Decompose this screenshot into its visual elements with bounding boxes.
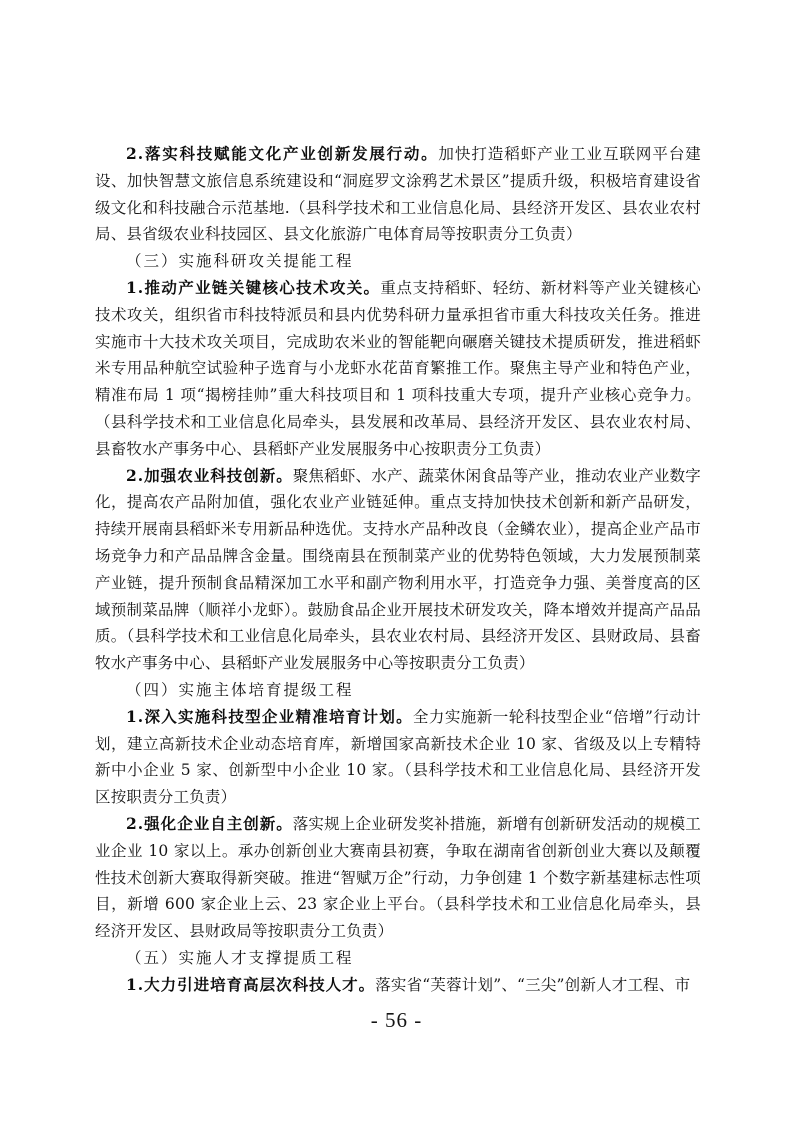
paragraph-lead: 1.推动产业链关键核心技术攻关。 bbox=[126, 277, 381, 297]
body-paragraph: 1.大力引进培育高层次科技人才。落实省“芙蓉计划”、“三尖”创新人才工程、市 bbox=[126, 974, 691, 994]
section-heading: （四）实施主体培育提级工程 bbox=[126, 680, 354, 699]
body-paragraph: 1.推动产业链关键核心技术攻关。重点支持稻虾、轻纺、新材料等产业关键核心技术攻关，组织省市科技特派员和县内优势科研力量承担省市重大科技攻关任务。推进实施市十大技术攻关项目，完成助农米业的智能靶向碾磨关键技术提质研发，推进稻虾米专用品种航空试验种子选育与小龙虾水花苗育繁推工作。聚焦主导产业和特色产业，精准布局 1 项“揭榜挂帅”重大科技项目和 1 项科技重大专项，提升产业核心竞争力。（县科学技术和工业信息化局牵头，县发展和改革局、县经济开发区、县农业农村局、县畜牧水产事务中心、县稻虾产业发展服务中心按职责分工负责） bbox=[95, 277, 701, 458]
page-number: - 56 - bbox=[370, 1008, 423, 1032]
paragraph-lead: 2.加强农业科技创新。 bbox=[126, 465, 293, 485]
body-paragraph: 2.加强农业科技创新。聚焦稻虾、水产、蔬菜休闲食品等产业，推动农业产业数字化，提高农产品附加值，强化农业产业链延伸。重点支持加快技术创新和新产品研发，持续开展南县稻虾米专用新品种选优。支持水产品种改良（金鳞农业），提高企业产品市场竞争力和产品品牌含金量。围绕南县在预制菜产业的优势特色领域，大力发展预制菜产业链，提升预制食品精深加工水平和副产物利用水平，打造竞争力强、美誉度高的区域预制菜品牌（顺祥小龙虾）。鼓励食品企业开展技术研发攻关，降本增效并提高产品品质。（县科学技术和工业信息化局牵头，县农业农村局、县经济开发区、县财政局、县畜牧水产事务中心、县稻虾产业发展服务中心等按职责分工负责） bbox=[95, 465, 701, 673]
body-paragraph: 1.深入实施科技型企业精准培育计划。全力实施新一轮科技型企业“倍增”行动计划，建立高新技术企业动态培育库，新增国家高新技术企业 10 家、省级及以上专精特新中小企业 5 家、创新型中小企业 10 家。（县科学技术和工业信息化局、县经济开发区按职责分工负责） bbox=[95, 706, 701, 807]
paragraph-lead: 2.落实科技赋能文化产业创新发展行动。 bbox=[126, 144, 439, 163]
paragraph-lead: 2.强化企业自主创新。 bbox=[126, 813, 293, 833]
body-paragraph: 2.落实科技赋能文化产业创新发展行动。加快打造稻虾产业工业互联网平台建设、加快智慧文旅信息系统建设和“洞庭罗文涂鸦艺术景区”提质升级，积极培育建设省级文化和科技融合示范基地.（县科学技术和工业信息化局、县经济开发区、县农业农村局、县省级农业科技园区、县文化旅游广电体育局等按职责分工负责） bbox=[95, 144, 702, 244]
paragraph-lead: 1.深入实施科技型企业精准培育计划。 bbox=[126, 706, 413, 726]
paragraph-lead: 1.大力引进培育高层次科技人才。 bbox=[126, 974, 376, 994]
section-heading: （五）实施人才支撑提质工程 bbox=[126, 948, 354, 967]
section-heading: （三）实施科研攻关提能工程 bbox=[126, 252, 354, 271]
document-body bbox=[95, 141, 701, 999]
body-paragraph: 2.强化企业自主创新。落实规上企业研发奖补措施，新增有创新研发活动的规模工业企业 10 家以上。承办创新创业大赛南县初赛，争取在湖南省创新创业大赛以及颠覆性技术创新大赛取得新突破。推进“智赋万企”行动，力争创建 1 个数字新基建标志性项目，新增 600 家企业上云、23 家企业上平台。（县科学技术和工业信息化局牵头，县经济开发区、县财政局等按职责分工负责） bbox=[95, 813, 701, 941]
